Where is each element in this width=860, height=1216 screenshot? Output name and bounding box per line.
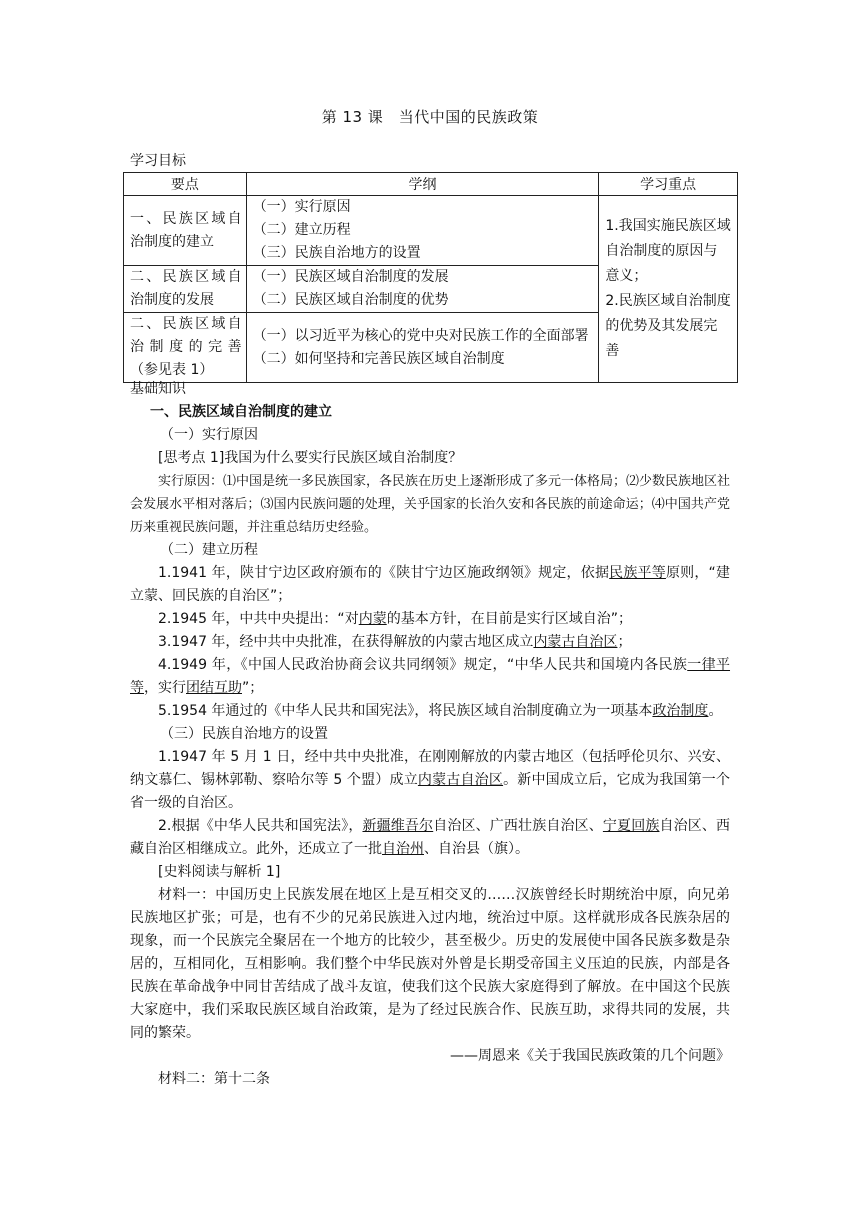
table-header-cell: 学纲 (246, 173, 599, 196)
text-run: 1.1941 年，陕甘宁边区政府颁布的《陕甘宁边区施政纲领》规定，依据 (158, 565, 610, 581)
document-body (130, 378, 730, 1091)
text-run: 4.1949 年，《中国人民政治协商会议共同纲领》规定，“中华人民共和国境内各民族 (158, 657, 688, 673)
table-cell-point: 二、民族区域自治制度的发展 (124, 266, 247, 313)
text-run: 5.1954 年通过的《中华人民共和国宪法》，将民族区域自治制度确立为一项基本 (158, 703, 653, 719)
table-cell-point: 一、民族区域自治制度的建立 (124, 196, 247, 266)
history-item (130, 562, 730, 608)
autonomy-item (130, 746, 730, 815)
section-heading: 一、民族区域自治制度的建立 (150, 404, 332, 420)
text-run: ”； (242, 680, 264, 696)
history-reading-label: [史料阅读与解析 1] (158, 864, 281, 880)
table-item: （二）民族区域自治制度的优势 (252, 292, 449, 308)
subsection-heading: （一）实行原因 (160, 427, 258, 443)
table-cell-items (246, 196, 599, 266)
text-run: 自治区、广西壮族自治区、 (433, 818, 603, 834)
table-row (124, 196, 738, 266)
material-two: 材料二：第十二条 (158, 1071, 270, 1087)
autonomy-item (130, 815, 730, 861)
material-source: ——周恩来《关于我国民族政策的几个问题》 (450, 1048, 730, 1064)
table-header-cell: 学习重点 (599, 173, 738, 196)
page-title: 第 13 课 当代中国的民族政策 (321, 108, 539, 126)
text-run: ，实行 (144, 680, 186, 696)
table-cell-items (246, 313, 599, 383)
history-item (130, 654, 730, 700)
table-item: （一）以习近平为核心的党中央对民族工作的全面部署 (252, 327, 589, 344)
table-item: （二）如何坚持和完善民族区域自治制度 (252, 350, 505, 367)
history-item (130, 608, 730, 631)
think-point: [思考点 1]我国为什么要实行民族区域自治制度？ (158, 450, 463, 466)
subsection-heading: （二）建立历程 (160, 542, 258, 558)
key-term: 内蒙 (358, 611, 387, 627)
text-run: 2.1945 年，中共中央提出：“对 (158, 611, 359, 627)
table-item: （一）实行原因 (252, 199, 351, 215)
text-run: 1.1947 年 5 月 1 日，经中共中央批准，在刚刚解放的内蒙古地区（包括呼伦贝尔、兴安、纳文慕仁、锡林郭勒、察哈尔等 5 个盟）成立 (130, 749, 730, 788)
key-term: 团结互助 (186, 680, 242, 696)
text-run: 的基本方针，在目前是实行区域自治”； (386, 611, 632, 627)
key-term: 宁夏回族 (602, 818, 660, 834)
material-one: 材料一：中国历史上民族发展在地区上是互相交叉的……汉族曾经长时期统治中原，向兄弟民族地区扩张；可是，也有不少的兄弟民族进入过内地，统治过中原。这样就形成各民族杂居的现象，而一个民族完全聚居在一个地方的比较少，甚至极少。历史的发展使中国各民族多数是杂居的，互相同化，互相影响。我们整个中华民族对外曾是长期受帝国主义压迫的民族，内部是各民族在革命战争中同甘苦结成了战斗友谊，使我们这个民族大家庭得到了解放。在中国这个民族大家庭中，我们采取民族区域自治政策，是为了经过民族合作、民族互助，求得共同的发展，共同的繁荣。 (130, 887, 730, 1041)
focus-item: 2.民族区域自治制度的优势及其发展完善 (605, 293, 731, 359)
table-item: （二）建立历程 (252, 222, 351, 238)
text-run: 。新中国成立后，它成为我国第一个省一级的自治区。 (130, 772, 731, 811)
text-run: 自治区、西藏自治区相继成立。此外，还成立了一批 (130, 818, 731, 857)
text-run: 原则，“建立蒙、回民族的自治区”； (130, 565, 730, 604)
subsection-heading: （三）民族自治地方的设置 (160, 726, 328, 742)
key-term: 自治州 (382, 841, 424, 857)
table-item: （一）民族区域自治制度的发展 (252, 269, 449, 285)
goals-table (123, 172, 738, 383)
text-run: 2.根据《中华人民共和国宪法》， (158, 818, 363, 834)
history-item (130, 631, 730, 654)
table-cell-items (246, 266, 599, 313)
text-run: ； (617, 634, 632, 650)
table-header-cell: 要点 (124, 173, 247, 196)
key-term: 内蒙古自治区 (417, 772, 504, 788)
section-label-basic: 基础知识 (130, 381, 186, 397)
table-cell-point: 二、民族区域自治制度的完善（参见表 1） (124, 313, 247, 383)
table-header-row (124, 173, 738, 196)
key-term: 政治制度 (652, 703, 709, 719)
text-run: 。 (708, 703, 723, 719)
text-run: 3.1947 年，经中共中央批准，在获得解放的内蒙古地区成立 (158, 634, 534, 650)
key-term: 民族平等 (609, 565, 666, 581)
key-term: 新疆维吾尔 (362, 818, 434, 834)
table-cell-focus (599, 196, 738, 383)
focus-item: 1.我国实施民族区域自治制度的原因与意义； (605, 218, 731, 284)
history-item (130, 700, 730, 723)
section-label-goals: 学习目标 (130, 153, 186, 169)
text-run: 、自治县（旗）。 (424, 841, 529, 857)
key-term: 一律平等 (130, 657, 731, 696)
key-term: 内蒙古自治区 (533, 634, 618, 650)
table-item: （三）民族自治地方的设置 (252, 245, 421, 261)
reason-paragraph: 实行原因：⑴中国是统一多民族国家，各民族在历史上逐渐形成了多元一体格局；⑵少数民族地区社会发展水平相对落后；⑶国内民族问题的处理，关乎国家的长治久安和各民族的前途命运；⑷中国共产党历来重视民族问题，并注重总结历史经验。 (130, 474, 731, 535)
